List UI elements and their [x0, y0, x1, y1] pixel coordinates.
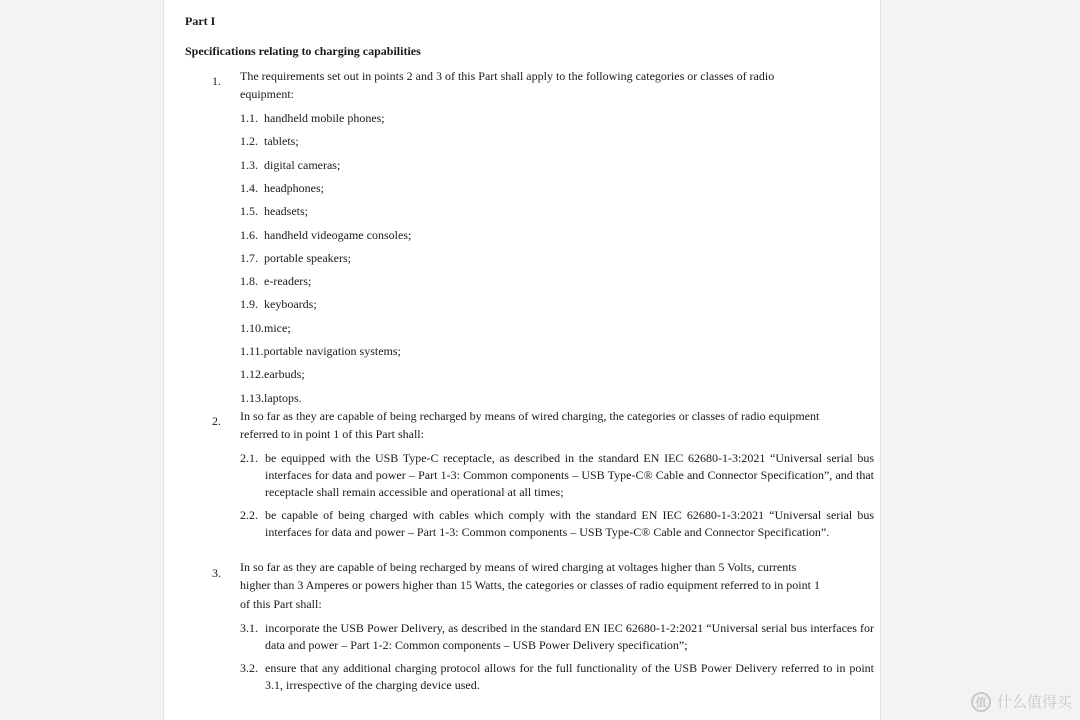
list-item-text: handheld mobile phones; [264, 111, 385, 125]
list-item-label: 1.8. [240, 274, 258, 288]
list-item-label: 1.11. [240, 344, 264, 358]
list-item-text: handheld videogame consoles; [264, 228, 412, 242]
list-item [240, 227, 411, 244]
list-item-label: 1.10. [240, 321, 264, 335]
list-item-label: 1.5. [240, 204, 258, 218]
point-2-number: 2. [212, 414, 221, 428]
part-title: Part I [185, 14, 216, 28]
list-item-label: 3.1. [240, 621, 258, 635]
list-item-label: 1.13. [240, 391, 264, 405]
list-item [240, 203, 308, 220]
list-item-label: 3.2. [240, 661, 258, 675]
list-item [240, 133, 299, 150]
list-item [240, 296, 317, 313]
list-item-label: 1.3. [240, 158, 258, 172]
point-2-text-line2: referred to in point 1 of this Part shall: [240, 427, 424, 441]
list-item [240, 273, 311, 290]
watermark-logo-icon: 值 [971, 692, 991, 712]
list-item-text: portable navigation systems; [263, 344, 401, 358]
list-item-label: 1.1. [240, 111, 258, 125]
list-item-text: laptops. [264, 391, 302, 405]
list-item-label: 1.9. [240, 297, 258, 311]
list-item-text: tablets; [264, 134, 299, 148]
point-3-text-line2: higher than 3 Amperes or powers higher than 15 Watts, the categories or classes of radio equipment referred to in point 1 [240, 578, 820, 592]
point-1-number: 1. [212, 74, 221, 88]
list-item [240, 180, 324, 197]
list-item-label: 1.4. [240, 181, 258, 195]
list-item [240, 390, 302, 407]
list-item [240, 507, 874, 559]
list-item-text: incorporate the USB Power Delivery, as described in the standard EN IEC 62680-1-2:2021 “Universal serial bus interfaces for data and power – Part 1-2: Common components – USB Power Delivery specification”; [265, 621, 874, 652]
list-item-text: portable speakers; [264, 251, 351, 265]
list-item [240, 450, 874, 502]
list-item-label: 1.2. [240, 134, 258, 148]
list-item-label: 2.2. [240, 508, 258, 522]
list-item [240, 343, 401, 360]
list-item [240, 110, 385, 127]
list-item [240, 660, 874, 696]
list-item-text: mice; [264, 321, 291, 335]
list-item [240, 320, 291, 337]
point-1-text-line1: The requirements set out in points 2 and 3 of this Part shall apply to the following categories or classes of radio [240, 69, 775, 83]
point-3-text-line3: of this Part shall: [240, 597, 322, 611]
point-2-text-line1: In so far as they are capable of being recharged by means of wired charging, the categories or classes of radio equipment [240, 409, 820, 423]
list-item-label: 1.12. [240, 367, 264, 381]
watermark [971, 691, 1072, 712]
list-item-text: be equipped with the USB Type-C receptacle, as described in the standard EN IEC 62680-1-3:2021 “Universal serial bus interfaces for data and power – Part 1-3: Common components – USB Type-C® Cable and Connector Specification”, and that receptacle shall remain accessible and operational at all times; [265, 451, 874, 499]
list-item-text: digital cameras; [264, 158, 341, 172]
section-title: Specifications relating to charging capabilities [185, 44, 421, 58]
list-item-text: earbuds; [264, 367, 305, 381]
list-item [240, 157, 340, 174]
point-3-number: 3. [212, 566, 221, 580]
list-item-label: 1.6. [240, 228, 258, 242]
list-item-text: e-readers; [264, 274, 312, 288]
watermark-text: 什么值得买 [996, 693, 1072, 711]
list-item-text: headsets; [264, 204, 308, 218]
list-item-text: keyboards; [264, 297, 317, 311]
document-page [163, 0, 881, 720]
list-item [240, 366, 305, 383]
list-item-text: headphones; [264, 181, 324, 195]
list-item [240, 250, 351, 267]
list-item-text: ensure that any additional charging protocol allows for the full functionality of the USB Power Delivery referred to in point 3.1, irrespective of the charging device used. [265, 661, 874, 692]
point-1-text-line2: equipment: [240, 87, 294, 101]
list-item [240, 620, 874, 656]
list-item-label: 1.7. [240, 251, 258, 265]
list-item-label: 2.1. [240, 451, 258, 465]
list-item-text: be capable of being charged with cables which comply with the standard EN IEC 62680-1-3:2021 “Universal serial bus interfaces for data and power – Part 1-3: Common components – USB Type-C® Cable and Connector Specification”. [265, 508, 874, 539]
point-3-text-line1: In so far as they are capable of being recharged by means of wired charging at voltages higher than 5 Volts, currents [240, 560, 797, 574]
